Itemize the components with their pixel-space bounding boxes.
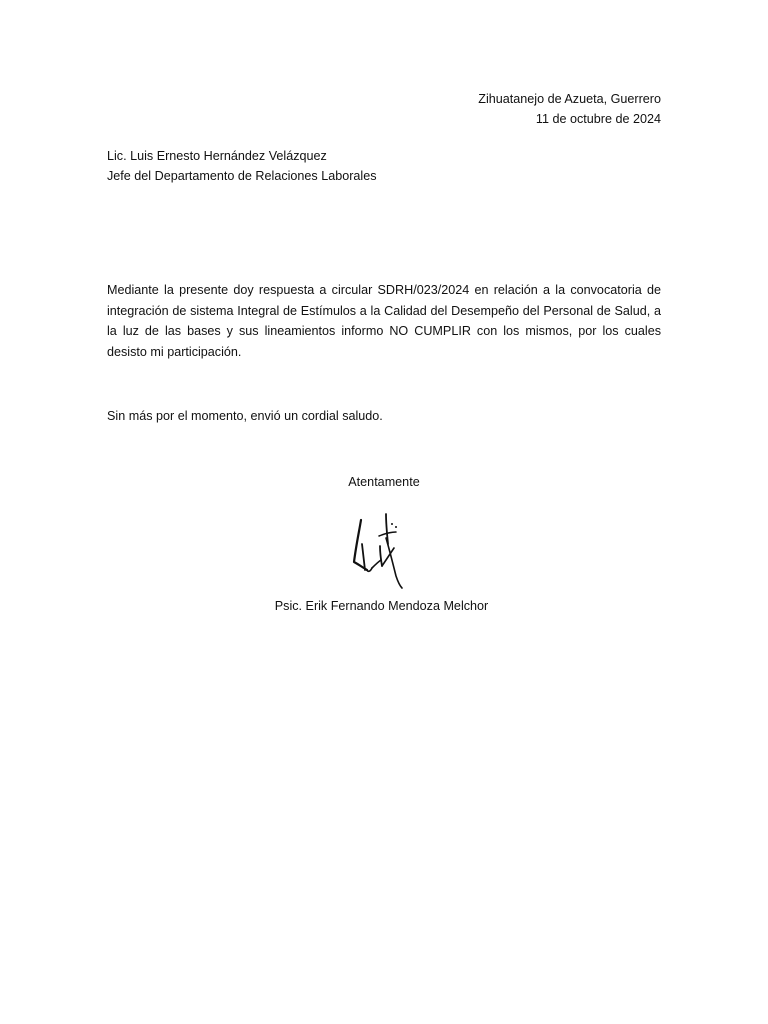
place-line: Zihuatanejo de Azueta, Guerrero [478,92,661,106]
farewell-line: Atentamente [348,475,420,489]
closing-line: Sin más por el momento, envió un cordial saludo. [107,409,383,423]
signer-name: Psic. Erik Fernando Mendoza Melchor [274,599,489,613]
recipient-name: Lic. Luis Ernesto Hernández Velázquez [107,149,327,163]
body-paragraph: Mediante la presente doy respuesta a circular SDRH/023/2024 en relación a la convocatoria de integración de sistema Integral de Estímulos a la Calidad del Desempeño del Personal de Salud, a la luz de las bases y sus lineamientos informo NO CUMPLIR con los mismos, por los cuales desisto mi participación. [107,283,661,359]
date-line: 11 de octubre de 2024 [535,112,661,126]
letter-header [261,89,661,129]
recipient-block [107,146,667,186]
handwritten-signature [346,510,410,592]
recipient-title: Jefe del Departamento de Relaciones Laborales [107,169,377,183]
